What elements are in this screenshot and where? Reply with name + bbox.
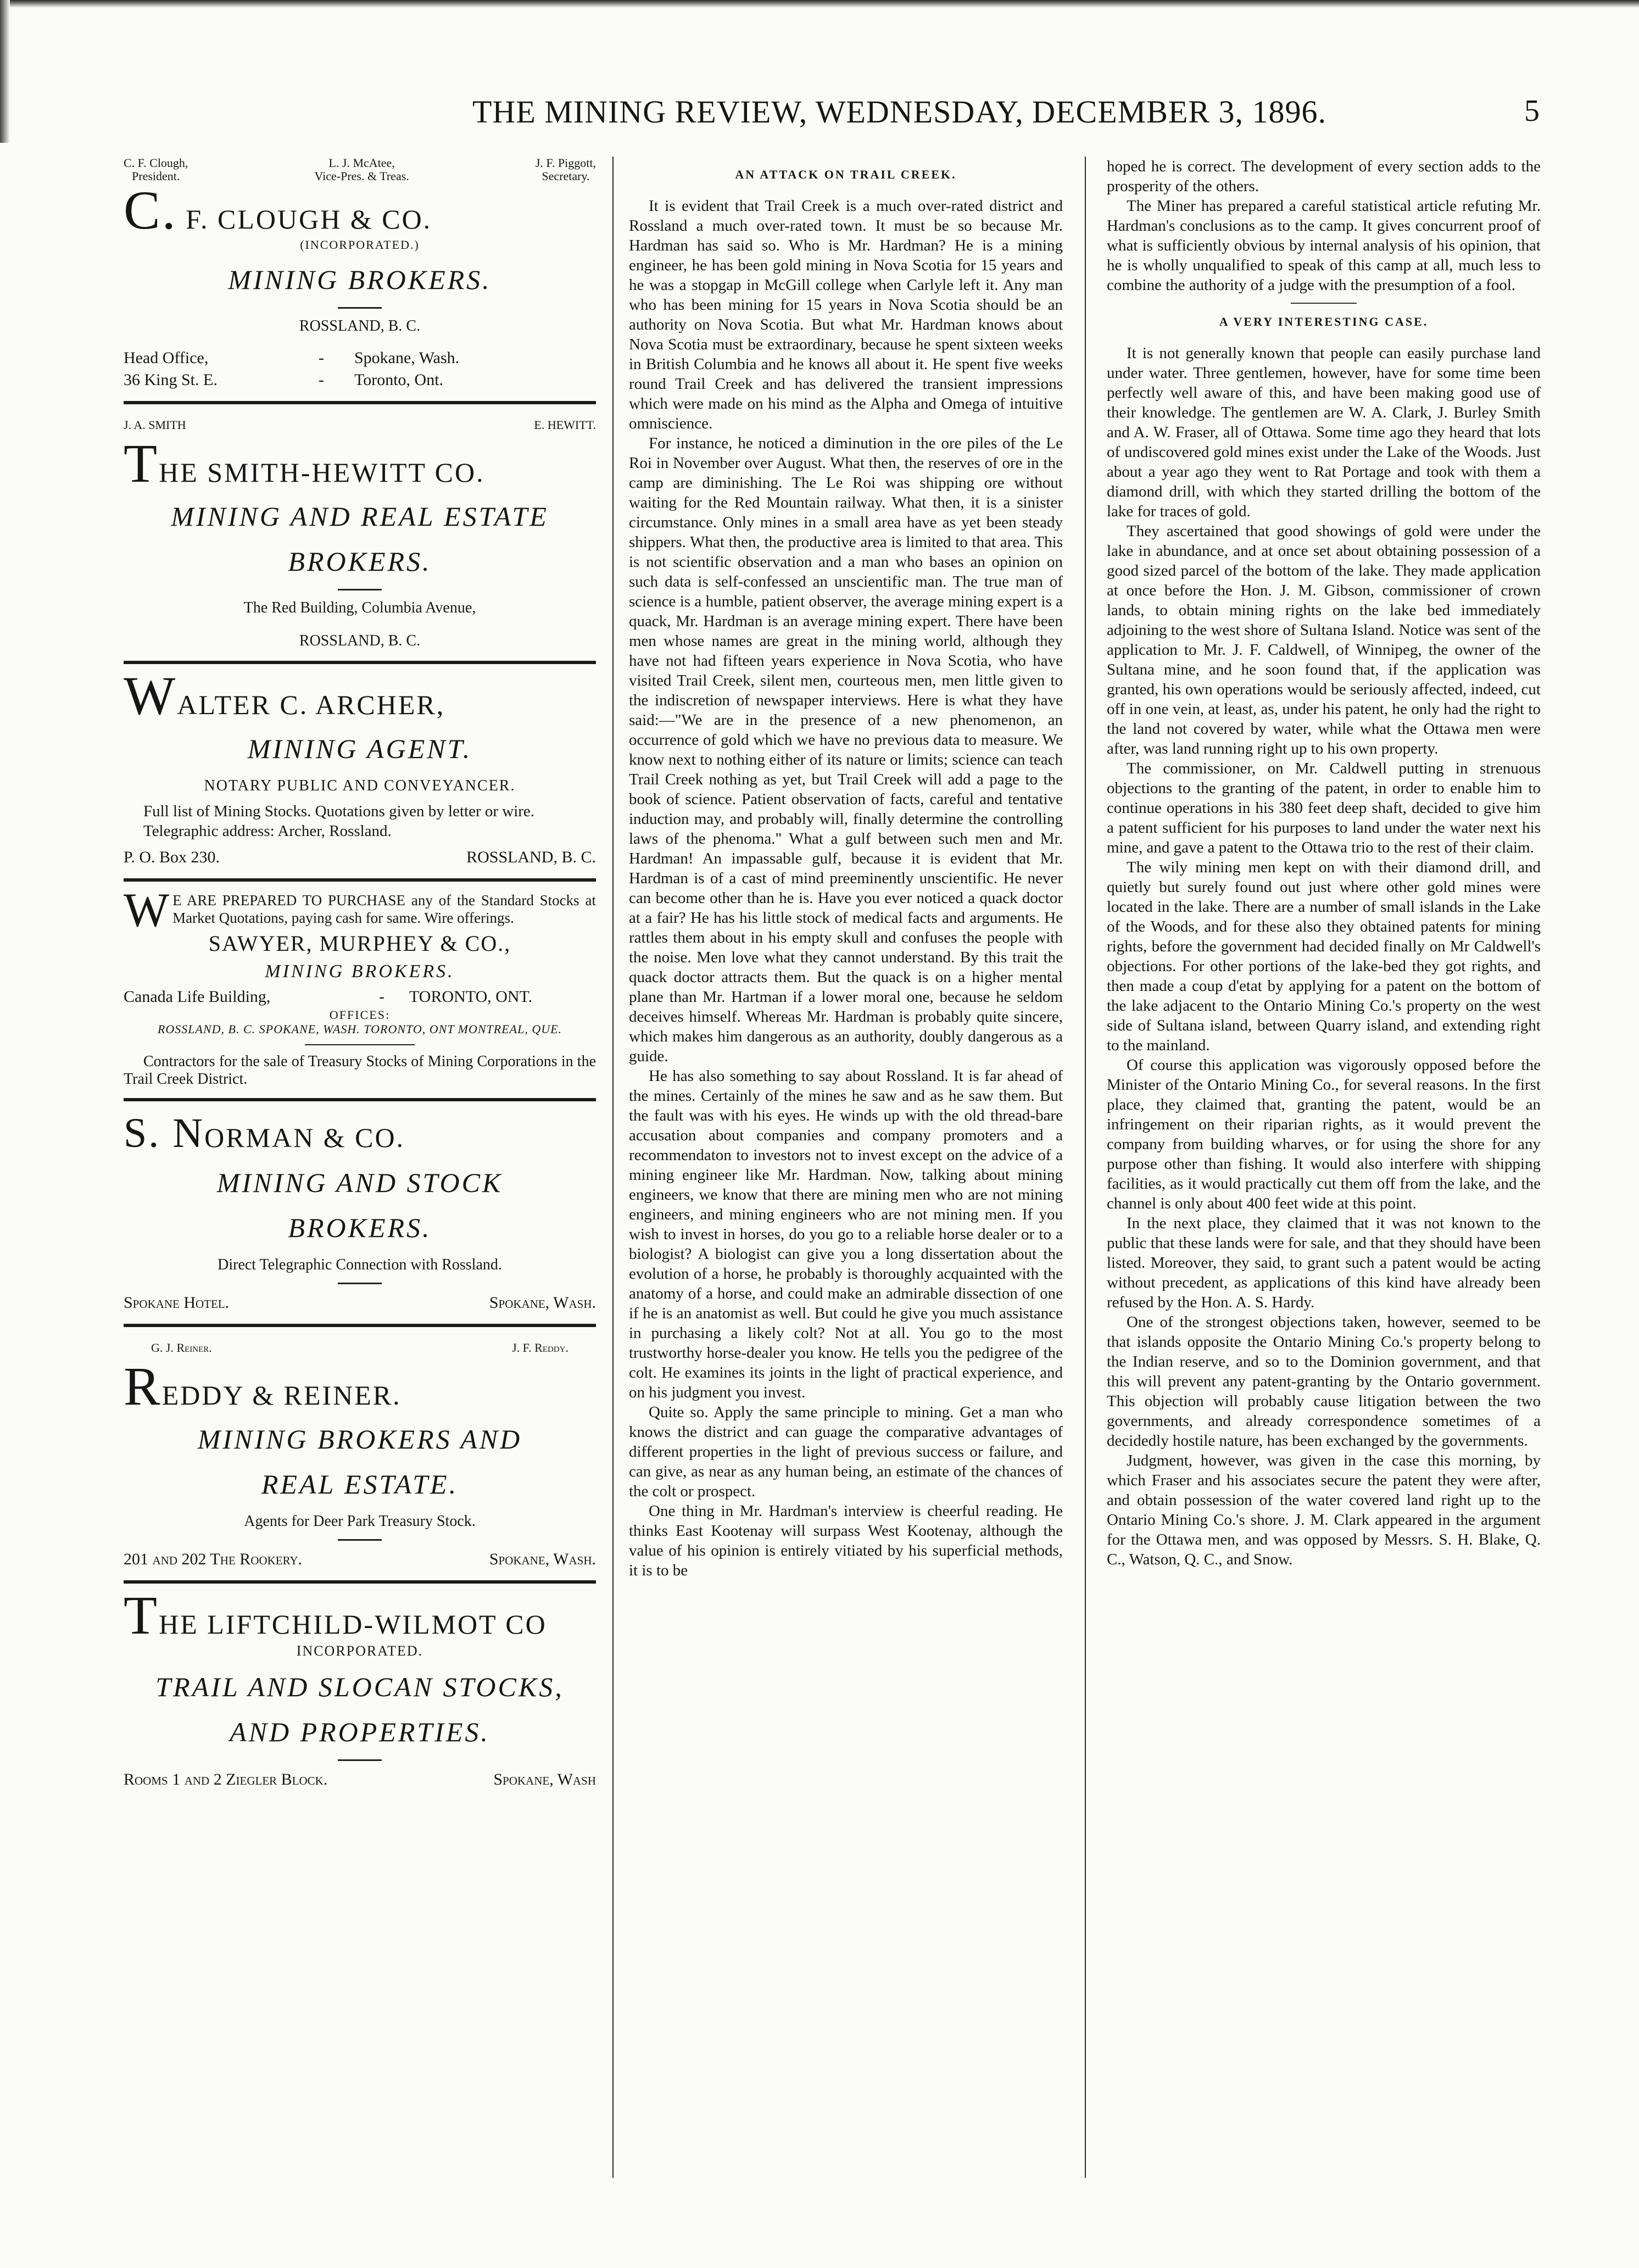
location: Spokane, Wash [493,1770,596,1788]
firm-name [124,180,596,241]
article-paragraph: One of the strongest objections taken, however, seemed to be that islands opposite the Ontario Mining Co.'s property belong to the Indian reserve, and so to the Dominion government, and that this will prevent any patent-granting by the Ontario government. This objection will probably cause litigation between the two governments, and already correspondence sometimes of a decidedly hostile nature, has been exchanged by the governments. [1107,1313,1541,1450]
firm-name-text: ALTER C. ARCHER, [177,689,445,720]
business-line: MINING AGENT. [247,733,472,764]
partner-name: J. A. SMITH [124,418,186,432]
scan-edge-top [0,0,1639,8]
ad-divider [124,401,596,404]
officer-name: J. F. Piggott, Secretary. [535,156,596,183]
article-paragraph: For instance, he noticed a diminution in the ore piles of the Le Roi in November over August. What then, the reserves of ore in the camp are diminishing. The Le Roi was shipping ore without waiting for the Red Mountain railway. What then, it is a sinister circumstance. Only mines in a small area have as yet been steady shippers. What then, the productive area is limited to that area. This is not scientific observation and a man who bases an opinion on such data is self-confessed an unscientific man. The true man of science is a humble, patient observer, the average mining expert is a quack, Mr. Hardman is an average mining expert. There have been men whose names are great in the mining world, although they have not had fifteen years experience in Nova Scotia, who have visited Trail Creek, silent men, courteous men, men little given to the indiscretion of newspaper interviews. Here is what they have said:—"We are in the presence of a new phenomenon, an occurrence of gold which we have no previous data to measure. We know next to nothing either of its nature or limits; science can teach Trail Creek nothing as yet, but Trail Creek will add a page to the book of science. Patient observation of facts, careful and tentative induction may, and probably will, finally determine the controlling laws of the phenoma." What a gulf between such men and Mr. Hardman! An impassable gulf, because it is evident that Mr. Hardman is of a cast of mind preeminently unscientific. He never can become other than he is. Have you ever noticed a quack doctor at a fair? He has his little stock of medical facts and arguments. He rattles them about in his empty skull and confuses the people with the noise. Men love what they cannot understand. By this trait the quack doctor attracts them. But the quack is on a higher mental plane than Mr. Hartman if a lower moral one, because he seldom deceives himself. Whereas Mr. Hardman is probably quite sincere, which makes him dangerous as an authority, doubly dangerous as a guide. [629,434,1063,1065]
ad-liftchild-wilmot [124,1585,596,1791]
office-city: Toronto, Ont. [354,371,444,389]
firm-name [124,1356,596,1417]
article-paragraph: The Miner has prepared a careful statistical article refuting Mr. Hardman's conclusions as to the camp. It gives concurrent proof of what is sufficiently obvious by internal analysis of his opinion, that he is wholly unqualified to speak of this camp at all, much less to combine the authority of a judge with the presumption of a fool. [1107,197,1541,294]
firm-name: SAWYER, MURPHEY & CO., [208,931,511,956]
business-line: BROKERS. [288,1212,432,1243]
officer-name: L. J. McAtee, Vice-Pres. & Treas. [314,156,409,183]
ad-divider [124,1324,596,1327]
partner-name: E. HEWITT. [534,418,596,432]
article-paragraph: He has also something to say about Rossland. It is far ahead of the mines. Certainly of the mines he saw and as he saw them. But the fault was with his eyes. He winds up with the old thread-bare accusation about companies and company promoters and a recommendaton to investors not to invest except on the advice of a mining engineer like Mr. Hardman. Now, talking about mining engineers, we know that there are mining men who are not mining engineers, and mining engineers who are not mining men. If you wish to invest in horses, do you go to a reliable horse dealer or to a biologist? A biologist can give you a long dissertation about the evolution of a horse, he probably is thoroughly acquainted with the anatomy of a horse, and could make an admirable dissection of one if he is an anatomist as well. But could he give you much assistance in purchasing a likely colt? Not at all. You go to the most trustworthy horse-dealer you know. He tells you the pedigree of the colt. He examines its joints in the light of practical experience, and on his judgment you invest. [629,1067,1063,1401]
divider [1291,303,1357,304]
ad-partners [124,414,596,436]
address-line: The Red Building, Columbia Avenue, [243,599,476,616]
divider [338,1759,382,1761]
firm-initial: R [124,1356,162,1417]
location: TORONTO, ONT. [409,988,533,1006]
ad-sawyer-murphey [124,884,596,1088]
office-row [124,369,596,391]
ad-reddy-reiner [124,1337,596,1570]
location: Spokane, Wash. [489,1550,596,1568]
divider [338,1283,382,1284]
business-line: MINING AND STOCK [216,1167,503,1198]
partner-name: G. J. Reiner. [151,1341,212,1355]
business-line: MINING BROKERS. [228,264,492,295]
business-line: MINING AND REAL ESTATE [171,501,549,532]
business-line: TRAIL AND SLOCAN STOCKS, [155,1671,564,1702]
office-dash: - [319,371,324,389]
ad-text-line: Full list of Mining Stocks. Quotations given by letter or wire. [143,803,535,820]
location-line: ROSSLAND, B. C. [299,317,421,335]
ad-divider [124,661,596,664]
ad-clough [124,157,596,391]
business-line: BROKERS. [288,546,432,577]
firm-name [124,1111,596,1155]
column-rule [612,157,614,2178]
po-box: P. O. Box 230. [124,848,220,866]
article-paragraph: Judgment, however, was given in the case this morning, by which Fraser and his associates secure the patent they were after, and obtain possession of the water covered land right up to the Ontario Mining Co.'s shore. J. M. Clark appeared in the argument for the Ottawa men, and was opposed by Messrs. S. H. Blake, Q. C., Watson, Q. C., and Snow. [1107,1452,1541,1568]
article-body [1107,343,1541,1569]
ad-divider [124,878,596,882]
firm-name-text: HE SMITH-HEWITT CO. [159,457,485,488]
article-paragraph: It is evident that Trail Creek is a much over-rated district and Rossland a much over-rated town. It must be so because Mr. Hardman has said so. Who is Mr. Hardman? He is a mining engineer, he has been gold mining in Nova Scotia for 15 years and he was a stopgap in McGill college when Carlyle left it. Any man who has been mining for 15 years in Nova Scotia should be an authority on Nova Scotia. But what Mr. Hardman knows about Nova Scotia must be extraordinary, because he spent sixteen weeks in British Columbia and he knows all about it. He spent five weeks round Trail Creek and has delivered the transient impressions which were made on his mind as the Alpha and Omega of intuitive omniscience. [629,197,1063,432]
article-body [629,196,1063,1580]
ad-text-line: Telegraphic address: Archer, Rossland. [143,822,392,840]
office-city: Spokane, Wash. [354,349,460,367]
office-dash: - [319,349,324,367]
office-row [124,347,596,369]
ad-divider [124,1580,596,1584]
article-paragraph: It is not generally known that people can easily purchase land under water. Three gentlemen, however, have for some time been perfectly well aware of this, and have been making good use of their knowledge. The gentlemen are W. A. Clark, J. Burley Smith and A. W. Fraser, all of Ottawa. Some time ago they heard that lots of undiscovered gold mines exist under the Lake of the Woods. Just about a year ago they went to Rat Portage and took with them a diamond drill, with which they started drilling the bottom of the lake for traces of gold. [1107,344,1541,520]
divider [338,589,382,590]
article-paragraph: The wily mining men kept on with their diamond drill, and quietly but surely found out just where other gold mines were located in the lake. There are a number of small islands in the Lake of the Woods, and for these also they obtained patents for mining rights, before the government had decided finally on Mr Caldwell's objections. For other portions of the lake-bed they got rights, and then made a coup d'etat by applying for a patent on the bottom of the lake adjacent to the Ontario Mining Co.'s property on the west side of Sultana island, between Quarry island, and extending right to the mainland. [1107,859,1541,1054]
firm-initial: W [124,665,177,726]
business-line: REAL ESTATE. [261,1469,459,1500]
masthead-title: THE MINING REVIEW, WEDNESDAY, DECEMBER 3, 1896. [472,94,1326,130]
address: Rooms 1 and 2 Ziegler Block. [124,1770,328,1788]
dash: - [379,988,384,1006]
article-heading: AN ATTACK ON TRAIL CREEK. [735,168,957,181]
column-rule [1085,157,1086,2178]
advertisements-column [124,157,596,1791]
ad-archer [124,665,596,868]
building: Canada Life Building, [124,988,271,1006]
offices-label: OFFICES: [329,1008,391,1022]
drop-initial: W [124,884,170,937]
article-heading: A VERY INTERESTING CASE. [1219,315,1429,328]
article-column-middle [629,157,1063,1580]
firm-name-text: F. CLOUGH & CO. [186,204,432,235]
connection-line: Direct Telegraphic Connection with Rossland. [218,1256,502,1273]
contractors-text: Contractors for the sale of Treasury Stocks of Mining Corporations in the Trail Creek District. [124,1053,596,1088]
firm-initial: T [124,1585,159,1646]
article-paragraph: They ascertained that good showings of gold were under the lake in abundance, and at once set about obtaining possession of a good sized parcel of the bottom of the lake. They made application at once before the Hon. J. M. Gibson, commissioner of crown lands, to obtain mining rights on the lake bed immediately adjoining to the west shore of Sultana Island. Notice was sent of the application to Mr. J. F. Caldwell, of Winnipeg, the owner of the Sultana mine, and he soon found that, if the application was granted, his own operations would be seriously affected, indeed, cut off in one vein, at least, as, under his patent, he only had the right to the land not covered by water, while what the Ottawa men were after, was land running right up to his own property. [1107,522,1541,757]
location-line: ROSSLAND, B. C. [299,632,421,649]
firm-name-text: ORMAN & CO. [204,1122,405,1153]
divider [338,307,382,309]
page-number: 5 [1524,94,1540,128]
ad-smith-hewitt [124,414,596,651]
title-line: NOTARY PUBLIC AND CONVEYANCER. [204,777,516,794]
firm-initial: S. N [124,1110,205,1156]
article-paragraph: One thing in Mr. Hardman's interview is cheerful reading. He thinks East Kootenay will surpass West Kootenay, although the value of his opinion is entirely vitiated by his superficial methods, it is to be [629,1502,1063,1579]
article-body [1107,157,1541,295]
article-paragraph: Of course this application was vigorously opposed before the Minister of the Ontario Mining Co., for several reasons. In the first place, they claimed that, granting the patent, would be an infringement on their riparian rights, as it would prevent the company from building wharves, or for using the shore for any purpose other than fishing. It would also interfere with shipping facilities, as it would practically cut them off from the lake, and the channel is only about 400 feet wide at this point. [1107,1056,1541,1212]
ad-partners [124,1337,596,1359]
address-row [124,1548,596,1570]
ad-text [124,801,596,841]
firm-name [124,665,596,726]
address-row [124,846,596,868]
hotel: Spokane Hotel. [124,1294,230,1312]
firm-name-text: HE LIFTCHILD-WILMOT CO [159,1609,547,1640]
incorporated-label: INCORPORATED. [296,1643,423,1659]
business-line: MINING BROKERS AND [197,1424,522,1455]
article-column-right [1107,157,1541,1569]
location: Spokane, Wash. [489,1294,596,1312]
article-paragraph: hoped he is correct. The development of every section adds to the prosperity of the others. [1107,158,1541,195]
firm-name-text: EDDY & REINER. [161,1380,402,1411]
address-row [124,986,596,1008]
firm-name [124,433,596,494]
article-paragraph: The commissioner, on Mr. Caldwell putting in strenuous objections to the granting of the patent, in order to enable him to continue operations in his 380 feet deep shaft, decided to give him a patent sufficient for his purposes to land under the water next his mine, and gave a patent to the Ottawa trio to the rest of their claim. [1107,760,1541,856]
ad-lead [124,884,596,937]
officer-name: C. F. Clough, President. [124,156,188,183]
incorporated-label: (INCORPORATED.) [300,238,420,252]
address-row [124,1292,596,1314]
ad-officers [124,157,596,183]
ad-norman [124,1111,596,1314]
address-row [124,1769,596,1791]
ad-text [124,1053,596,1088]
location: ROSSLAND, B. C. [466,848,596,866]
article-paragraph: Quite so. Apply the same principle to mining. Get a man who knows the district and can guage the comparative advantages of different properties in the light of previous success or failure, and can give, as near as any human being, an estimate of the chances of the colt or prospect. [629,1403,1063,1500]
office-label: 36 King St. E. [124,371,218,389]
business-line: AND PROPERTIES. [230,1717,490,1747]
firm-initial: T [124,433,159,494]
ad-divider [124,1098,596,1101]
address: 201 and 202 The Rookery. [124,1550,303,1568]
divider [338,1539,382,1541]
agents-line: Agents for Deer Park Treasury Stock. [244,1513,476,1530]
scan-edge-left [0,0,10,143]
firm-initial: C. [124,180,177,241]
lead-text: E ARE PREPARED TO PURCHASE any of the Standard Stocks at Market Quotations, paying cash for same. Wire offerings. [172,892,596,926]
business-line: MINING BROKERS. [265,961,455,982]
partner-name: J. F. Reddy. [512,1341,568,1355]
article-paragraph: In the next place, they claimed that it was not known to the public that these lands were for sale, and that they should have been listed. Moreover, they said, to grant such a patent would be acting without precedent, as applications of this kind have already been refused by the Hon. A. S. Hardy. [1107,1214,1541,1311]
offices-list: ROSSLAND, B. C. SPOKANE, WASH. TORONTO, ONT MONTREAL, QUE. [157,1022,562,1036]
firm-name [124,1585,596,1646]
office-label: Head Office, [124,349,209,367]
divider [305,1044,415,1045]
